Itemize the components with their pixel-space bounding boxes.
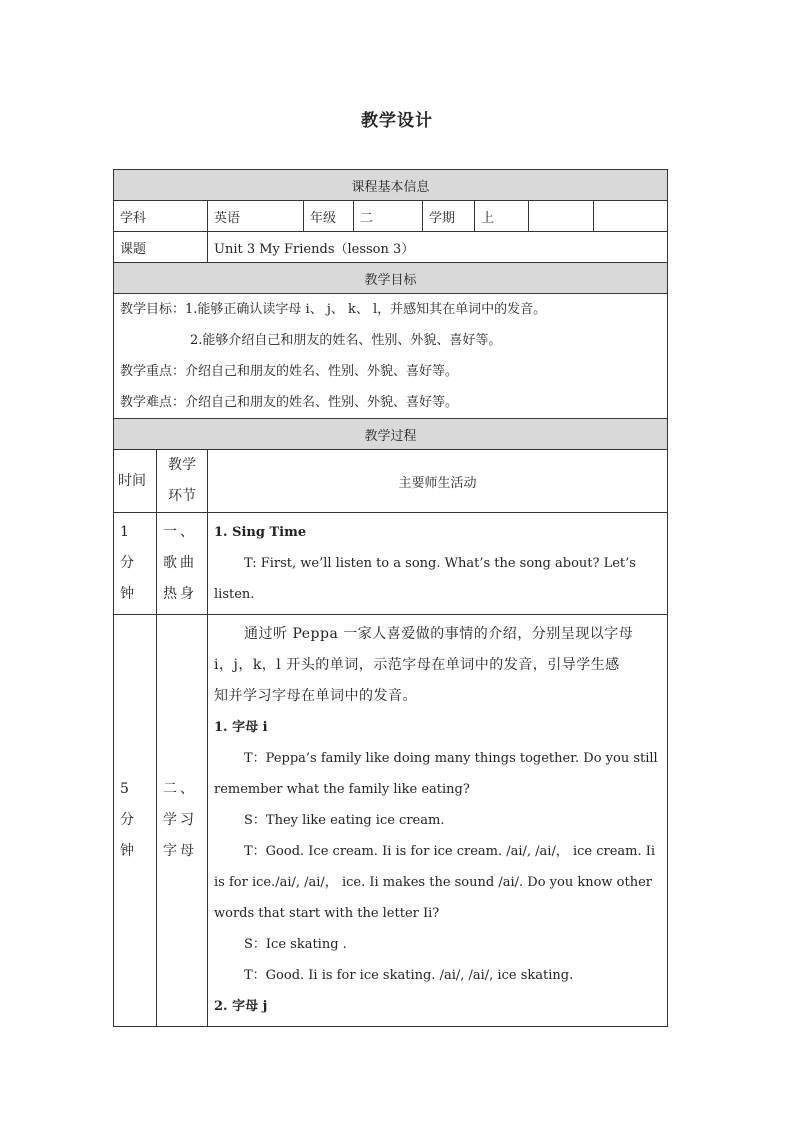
row1-stage-line2: 歌曲 — [163, 555, 197, 571]
row2-activity — [208, 615, 668, 1027]
row1-line-1: T: First, we’ll listen to a song. What’s the song about? Let’s — [244, 556, 636, 571]
page-title: 教学设计 — [361, 111, 433, 131]
row2-line-1: i，j，k，l 开头的单词，示范字母在单词中的发音，引导学生感 — [214, 657, 620, 673]
objectives-content — [114, 294, 668, 419]
row2-time-line1: 5 分 — [120, 781, 137, 828]
row1-line-2: listen. — [214, 587, 255, 602]
basic-info-header: 课程基本信息 — [114, 170, 668, 201]
lesson-plan-table — [113, 169, 668, 1027]
row1-time — [114, 513, 157, 615]
row2-line-3: 1. 字母 i — [214, 720, 268, 735]
row2-line-11: T：Good. Ii is for ice skating. /ai/, /ai/, ice skating. — [244, 968, 574, 983]
row2-stage-line3: 字母 — [163, 843, 197, 859]
objectives-header: 教学目标 — [114, 263, 668, 294]
process-row-1 — [114, 513, 668, 615]
col-activity-header: 主要师生活动 — [208, 450, 668, 513]
topic-value: Unit 3 My Friends（lesson 3） — [208, 232, 668, 263]
row1-time-line2: 钟 — [120, 586, 137, 602]
row2-line-9: words that start with the letter Ii? — [214, 906, 440, 921]
row2-time — [114, 615, 157, 1027]
difficulty: 教学难点：介绍自己和朋友的姓名、性别、外貌、喜好等。 — [120, 395, 459, 410]
row2-stage-line2: 学习 — [163, 812, 197, 828]
row1-line-0: 1. Sing Time — [214, 525, 307, 540]
row2-line-12: 2. 字母 j — [214, 999, 268, 1014]
empty-cell-2 — [594, 201, 668, 232]
process-header: 教学过程 — [114, 419, 668, 450]
row2-line-5: remember what the family like eating? — [214, 782, 470, 797]
process-row-2 — [114, 615, 668, 1027]
row1-stage-line3: 热身 — [163, 586, 197, 602]
row2-line-8: is for ice./ai/, /ai/， ice. Ii makes the sound /ai/. Do you know other — [214, 875, 652, 890]
row1-time-line1: 1 分 — [120, 524, 137, 571]
col-stage-line1: 教学 — [168, 457, 196, 473]
row1-stage-line1: 一、 — [163, 524, 197, 540]
row2-line-0: 通过听 Peppa 一家人喜爱做的事情的介绍，分别呈现以字母 — [244, 626, 634, 642]
goal-line-2: 2.能够介绍自己和朋友的姓名、性别、外貌、喜好等。 — [190, 333, 502, 348]
key-point: 教学重点：介绍自己和朋友的姓名、性别、外貌、喜好等。 — [120, 364, 459, 379]
col-stage-header — [157, 450, 208, 513]
goal-line-1: 教学目标：1.能够正确认读字母 i、 j、 k、 l，并感知其在单词中的发音。 — [120, 302, 547, 317]
topic-label: 课题 — [114, 232, 208, 263]
col-time-header: 时间 — [114, 450, 157, 513]
subject-value: 英语 — [208, 201, 304, 232]
row2-time-line2: 钟 — [120, 843, 137, 859]
row1-stage — [157, 513, 208, 615]
term-label: 学期 — [423, 201, 475, 232]
row2-stage — [157, 615, 208, 1027]
grade-value: 二 — [354, 201, 423, 232]
row2-line-7: T：Good. Ice cream. Ii is for ice cream. /ai/, /ai/， ice cream. Ii — [244, 844, 656, 859]
grade-label: 年级 — [304, 201, 354, 232]
row2-stage-line1: 二、 — [163, 781, 197, 797]
row2-line-2: 知并学习字母在单词中的发音。 — [214, 688, 417, 704]
row2-line-10: S：Ice skating . — [244, 937, 347, 952]
row2-line-4: T：Peppa’s family like doing many things together. Do you still — [244, 751, 658, 766]
subject-label: 学科 — [114, 201, 208, 232]
term-value: 上 — [475, 201, 529, 232]
empty-cell-1 — [529, 201, 594, 232]
row2-line-6: S：They like eating ice cream. — [244, 813, 445, 828]
row1-activity — [208, 513, 668, 615]
col-stage-line2: 环节 — [168, 488, 196, 504]
